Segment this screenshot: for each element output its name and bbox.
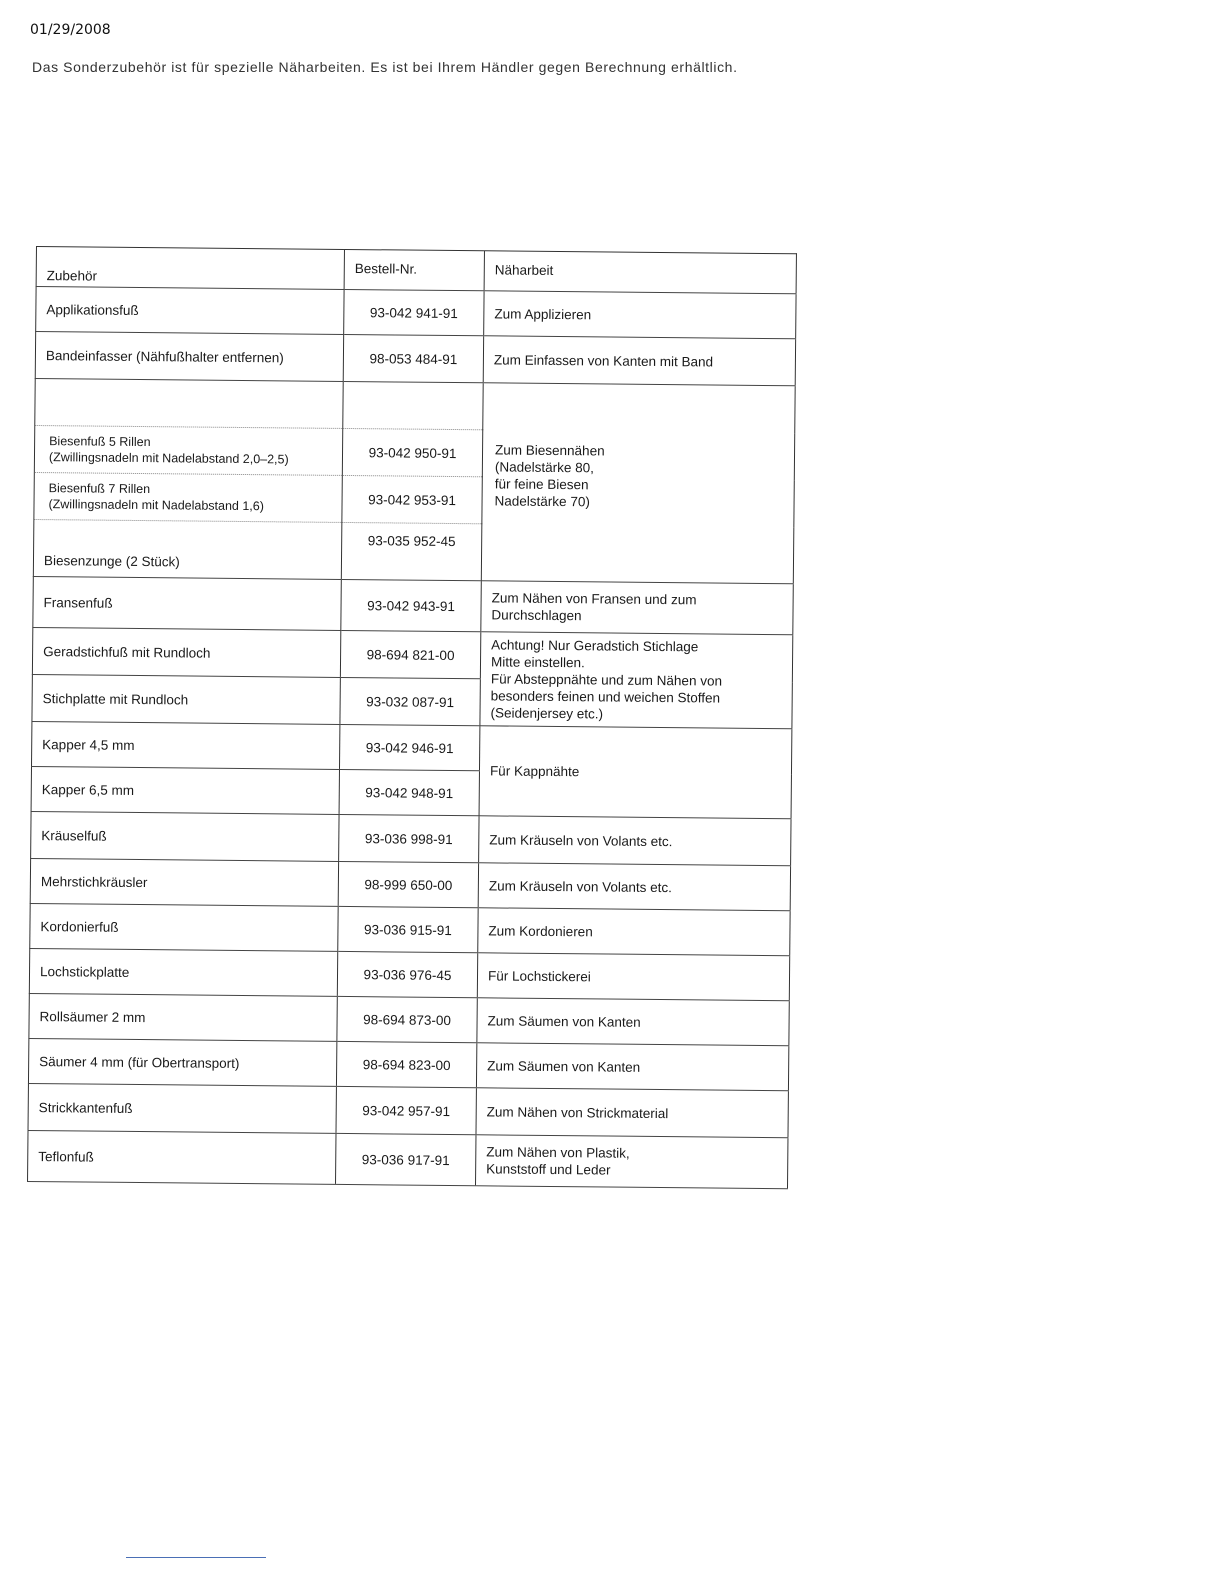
cell-accessory: Kapper 4,5 mm bbox=[32, 721, 340, 769]
cell-sewing-work: Zum Säumen von Kanten bbox=[477, 998, 789, 1046]
cell-sewing-work: Zum Säumen von Kanten bbox=[476, 1043, 788, 1091]
footer-rule bbox=[126, 1557, 266, 1558]
biesen-work-text: Zum Biesennähen (Nadelstärke 80, für feine Biesen Nadelstärke 70) bbox=[494, 442, 605, 510]
accessory-table bbox=[27, 246, 797, 1189]
cell-order-number: 93-042 948-91 bbox=[339, 769, 479, 815]
cell-sewing-work: Zum Nähen von Plastik, Kunststoff und Leder bbox=[475, 1135, 787, 1189]
table-row bbox=[30, 858, 790, 910]
cell-sewing-work: Zum Nähen von Strickmaterial bbox=[476, 1088, 788, 1138]
cell-sewing-work: Zum Kräuseln von Volants etc. bbox=[479, 816, 791, 866]
cell-accessory: Stichplatte mit Rundloch bbox=[32, 674, 340, 724]
cell-accessory: Biesenfuß 5 Rillen (Zwillingsnadeln mit Nadelabstand 2,0–2,5) bbox=[34, 425, 342, 475]
cell-accessory: Fransenfuß bbox=[33, 576, 341, 630]
cell-accessory: Teflonfuß bbox=[28, 1130, 336, 1184]
cell-order-number: 93-042 943-91 bbox=[341, 579, 481, 631]
table-row bbox=[35, 332, 795, 386]
table-row bbox=[31, 811, 791, 865]
cell-accessory: Biesenzunge (2 Stück) bbox=[33, 519, 342, 579]
table-row bbox=[28, 1038, 788, 1090]
cell-order-number: 98-999 650-00 bbox=[338, 861, 478, 907]
cell-order-number: 98-053 484-91 bbox=[343, 334, 483, 382]
table-row bbox=[29, 948, 789, 1000]
cell-order-number: 93-042 957-91 bbox=[336, 1086, 476, 1134]
cell-accessory: Lochstickplatte bbox=[29, 948, 337, 996]
spacer-cell bbox=[343, 381, 483, 429]
cell-sewing-work: Zum Applizieren bbox=[484, 291, 796, 339]
cell-sewing-work: Zum Einfassen von Kanten mit Band bbox=[483, 336, 795, 386]
cell-order-number: 93-036 998-91 bbox=[339, 814, 479, 862]
table-row bbox=[28, 1130, 788, 1188]
cell-accessory: Geradstichfuß mit Rundloch bbox=[32, 627, 340, 677]
cell-accessory: Strickkantenfuß bbox=[28, 1083, 336, 1133]
header-accessory: Zubehör bbox=[36, 247, 344, 290]
table-row bbox=[33, 576, 793, 634]
header-order-number: Bestell-Nr. bbox=[344, 249, 484, 290]
cell-order-number: 93-036 917-91 bbox=[336, 1133, 476, 1185]
cell-sewing-work: Zum Kräuseln von Volants etc. bbox=[478, 863, 790, 911]
print-date: 01/29/2008 bbox=[30, 22, 111, 38]
cell-order-number: 93-032 087-91 bbox=[340, 677, 480, 725]
cell-accessory: Bandeinfasser (Nähfußhalter entfernen) bbox=[35, 332, 343, 382]
cell-sewing-work: Zum Kordonieren bbox=[478, 908, 790, 956]
table-row bbox=[36, 287, 796, 339]
table-row-spacer bbox=[35, 378, 795, 432]
cell-accessory: Kapper 6,5 mm bbox=[31, 766, 339, 814]
cell-order-number: 93-042 953-91 bbox=[342, 475, 482, 523]
cell-order-number: 93-035 952-45 bbox=[341, 522, 482, 580]
cell-accessory: Kordonierfuß bbox=[30, 903, 338, 951]
table-row bbox=[30, 903, 790, 955]
accessory-sheet bbox=[27, 246, 796, 1189]
intro-paragraph: Das Sonderzubehör ist für spezielle Näharbeiten. Es ist bei Ihrem Händler gegen Berechnung erhältlich. bbox=[32, 59, 738, 75]
cell-order-number: 93-036 976-45 bbox=[337, 951, 477, 997]
cell-order-number: 98-694 873-00 bbox=[337, 996, 477, 1042]
cell-accessory: Applikationsfuß bbox=[36, 287, 344, 335]
cell-sewing-work: Für Lochstickerei bbox=[477, 953, 789, 1001]
cell-accessory: Biesenfuß 7 Rillen (Zwillingsnadeln mit Nadelabstand 1,6) bbox=[34, 472, 342, 522]
table-row bbox=[28, 1083, 788, 1137]
cell-kapper-work: Für Kappnähte bbox=[479, 726, 792, 819]
spacer-cell bbox=[35, 378, 343, 428]
cell-sewing-work: Zum Nähen von Fransen und zum Durchschlagen bbox=[481, 581, 793, 635]
cell-biesen-work bbox=[481, 383, 795, 584]
cell-accessory: Rollsäumer 2 mm bbox=[29, 993, 337, 1041]
table-row bbox=[32, 721, 792, 773]
cell-accessory: Kräuselfuß bbox=[31, 811, 339, 861]
header-sewing-work: Näharbeit bbox=[484, 251, 796, 294]
table-row bbox=[29, 993, 789, 1045]
cell-order-number: 93-036 915-91 bbox=[338, 906, 478, 952]
cell-order-number: 98-694 821-00 bbox=[340, 630, 480, 678]
cell-gerad-work: Achtung! Nur Geradstich Stichlage Mitte einstellen. Für Absteppnähte und zum Nähen von besonders feinen und weichen Stoffen (Seidenjersey etc.) bbox=[480, 632, 793, 729]
cell-order-number: 93-042 941-91 bbox=[344, 289, 484, 335]
cell-order-number: 93-042 946-91 bbox=[339, 724, 479, 770]
cell-accessory: Mehrstichkräusler bbox=[30, 858, 338, 906]
cell-accessory: Säumer 4 mm (für Obertransport) bbox=[28, 1038, 336, 1086]
cell-order-number: 98-694 823-00 bbox=[336, 1041, 476, 1087]
cell-order-number: 93-042 950-91 bbox=[342, 428, 482, 476]
table-row bbox=[32, 627, 792, 681]
accessory-table-area bbox=[36, 246, 806, 1178]
